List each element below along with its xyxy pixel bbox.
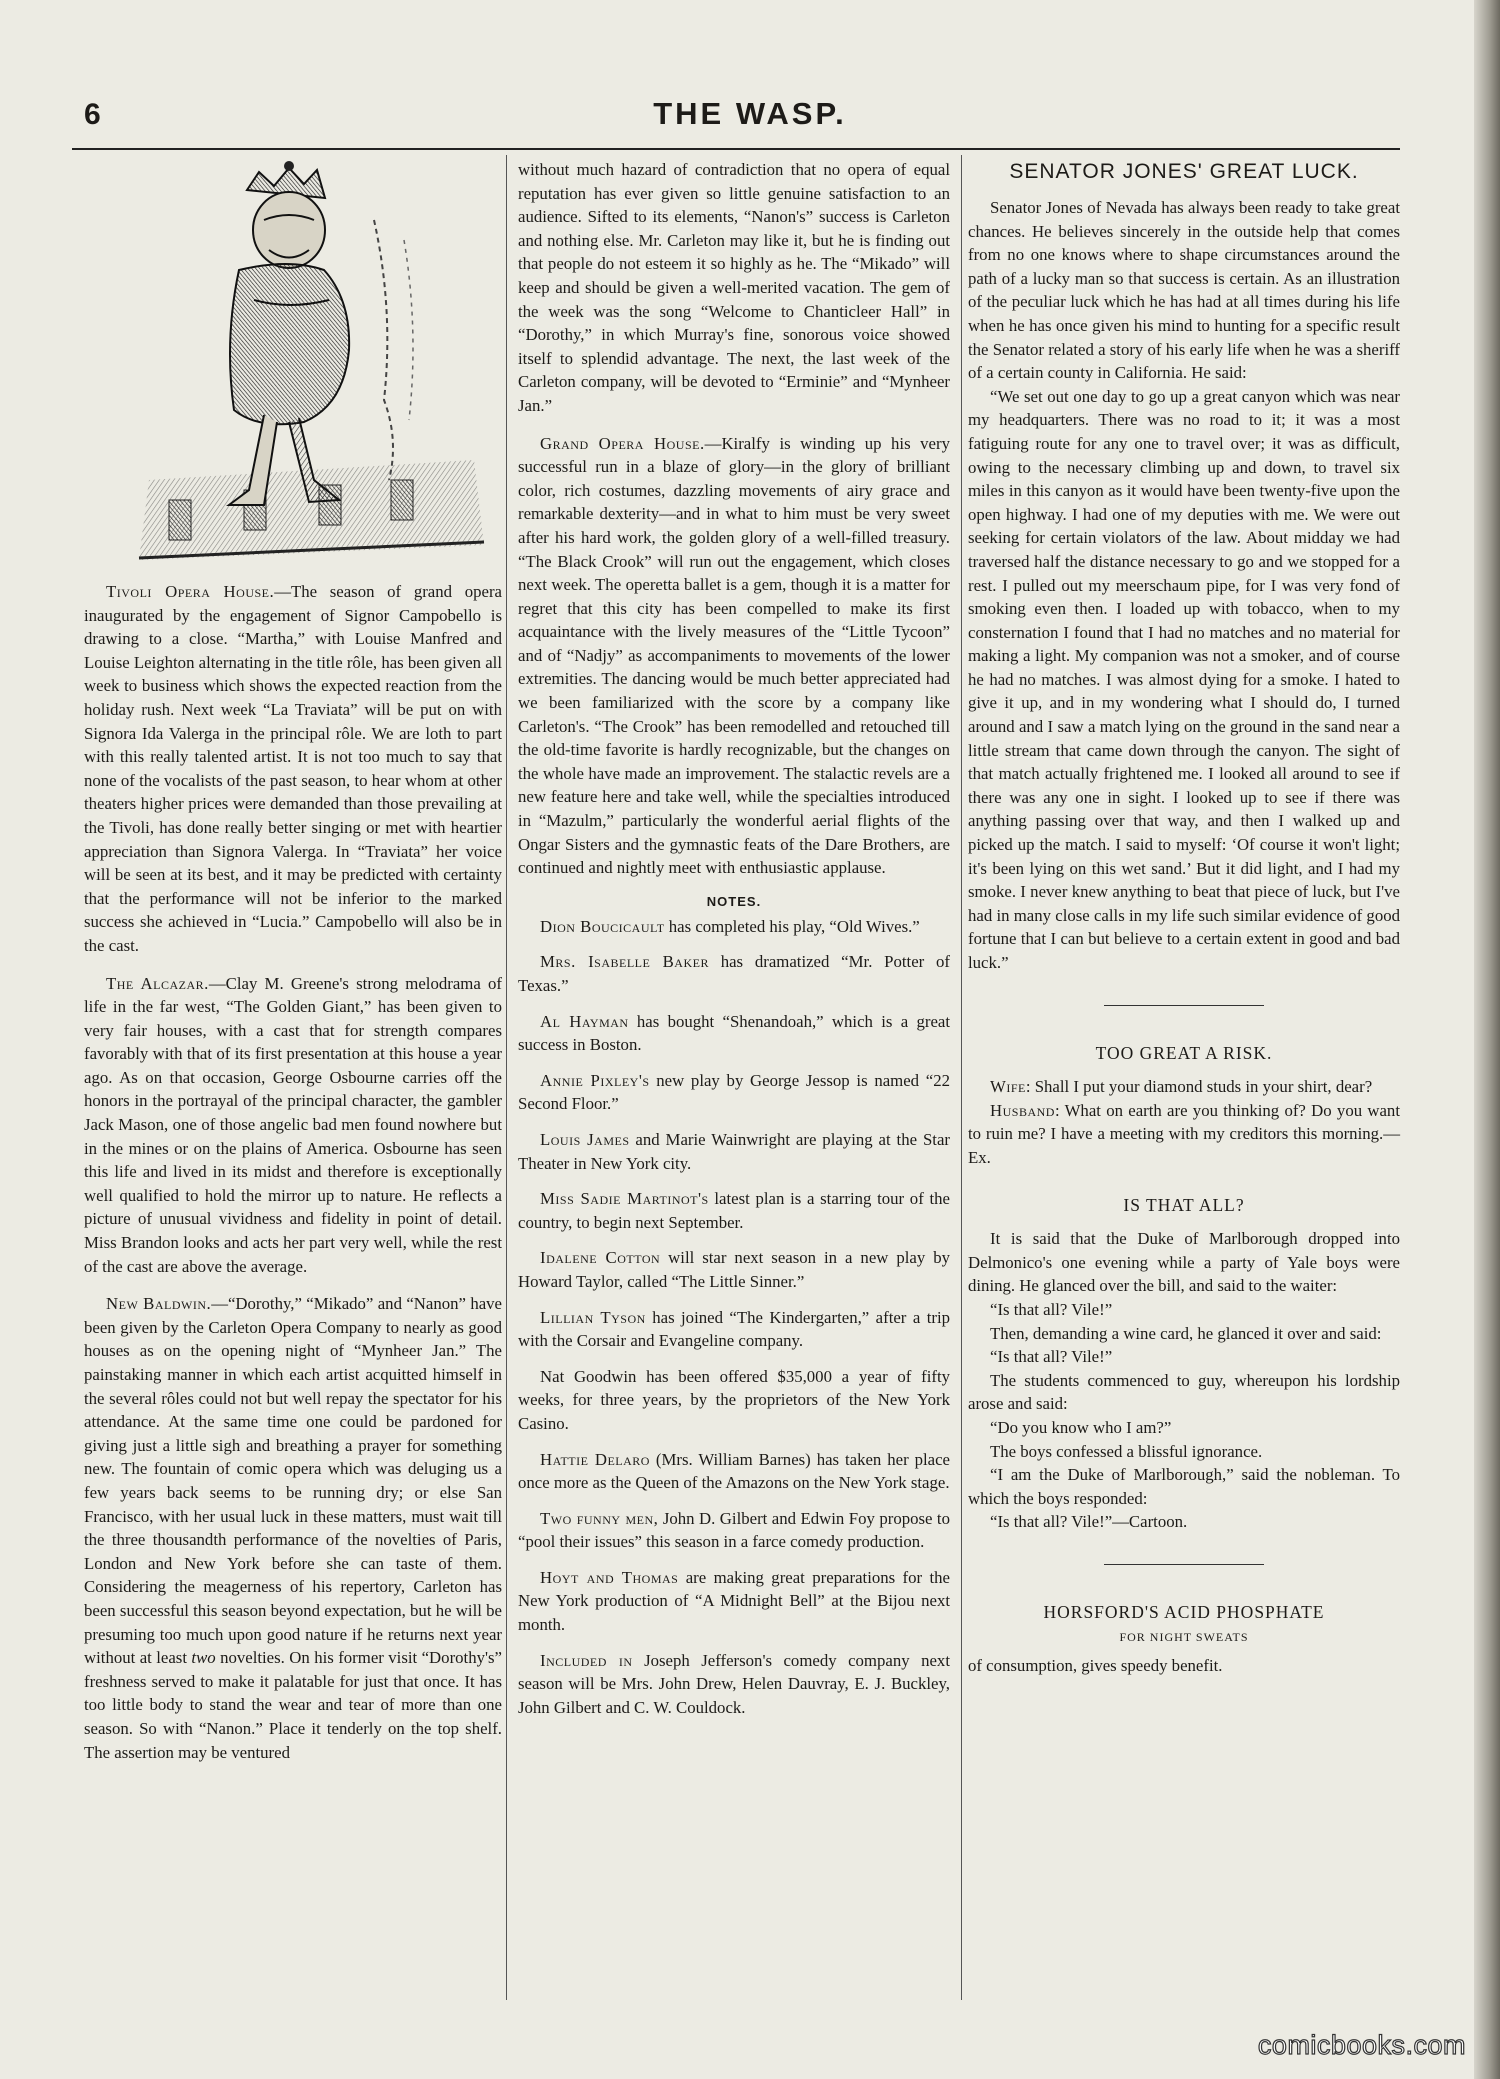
note-lead: Lillian Tyson	[540, 1307, 646, 1327]
story-line: “Do you know who I am?”	[990, 1417, 1172, 1437]
story-line: “I am the Duke of Marlborough,” said the nobleman. To which the boys responded:	[968, 1465, 1400, 1508]
column-1	[84, 158, 502, 1764]
risk-heading: TOO GREAT A RISK.	[1095, 1042, 1273, 1063]
column-3	[968, 158, 1400, 1678]
story-line: It is said that the Duke of Marlborough dropped into Delmonico's one evening while a party of Yale boys were dining. He glanced over the bill, and said to the waiter:	[968, 1229, 1400, 1296]
note-text: John D. Gilbert and Edwin Foy propose to “pool their issues” this season in a farce comedy production.	[518, 1508, 950, 1552]
ad-subheading: FOR NIGHT SWEATS	[1119, 1630, 1249, 1645]
husband-label: Husband	[990, 1100, 1055, 1120]
note-lead: Two funny men,	[540, 1508, 659, 1528]
baldwin-text-b: novelties. On his former visit “Dorothy's” freshness served to make it palatable for just that once. It has too little body to stand the wear and tear of more than one season. So with “Nanon.” Place it tenderly on the top shelf. The assertion may be ventured	[84, 1648, 502, 1762]
is-that-all-story	[968, 1227, 1400, 1534]
senator-para-2: “We set out one day to go up a great canyon which was near my headquarters. There was no road to it; it was a most fatiguing route for any one to travel over; it was as difficult, owing to the necessary climbing up and down, to travel six miles in this canyon as it would have been twenty-five upon the open highway. I had one of my deputies with me. We were out seeking for certain violators of the law. About midday we had traversed half the distance necessary to go and we stopped for a rest. I pulled out my meerschaum pipe, for I was very fond of smoking even then. I loaded up with tobacco, when to my consternation I found that I had no matches and no material for making a light. My companion was not a smoker, and of course he had no matches. I was almost dying for a smoke. I hated to give it up, and in my wondering what I should do, I turned around and I saw a match lying on the ground in the sand near a little stream that came down through the canyon. The sight of that match actually frightened me. I looked all around to see if there was any one in sight. I looked up to see if there was anything passing over that way, and then I walked up and picked up the match. I said to myself: ‘Of course it won't light; it's been lying on this wet sand.’ But it did light, and I had my smoke. I never knew anything to beat that piece of luck, but I've had in many close calls in my life such similar evidence of good fortune that I can but believe to a certain extent in good and bad luck.”	[968, 386, 1400, 972]
section-separator-2	[1104, 1564, 1264, 1565]
wife-label: Wife	[990, 1077, 1026, 1097]
baldwin-lead: New Baldwin.	[106, 1294, 212, 1314]
note-lead: Louis James	[540, 1129, 630, 1149]
story-line: Then, demanding a wine card, he glanced it over and said:	[990, 1323, 1382, 1343]
note-lead: Hoyt and Thomas	[540, 1567, 679, 1587]
wife-text: : Shall I put your diamond studs in your shirt, dear?	[1025, 1077, 1373, 1097]
note-text: has dramatized “Mr. Potter of Texas.”	[518, 952, 950, 995]
note-item	[518, 1448, 950, 1495]
story-line: “Is that all? Vile!”—Cartoon.	[990, 1512, 1188, 1532]
all-heading: IS THAT ALL?	[1123, 1194, 1245, 1215]
note-text: (Mrs. William Barnes) has taken her place once more as the Queen of the Amazons on the New York stage.	[518, 1449, 950, 1493]
note-lead: Dion Boucicault	[540, 916, 665, 936]
story-line: “Is that all? Vile!”	[990, 1347, 1113, 1367]
ad-text: of consumption, gives speedy benefit.	[968, 1656, 1223, 1676]
note-lead: Idalene Cotton	[540, 1248, 661, 1268]
header-rule	[72, 148, 1400, 150]
story-line: “Is that all? Vile!”	[990, 1299, 1113, 1319]
column-2	[518, 158, 950, 1719]
note-text: has joined “The Kindergarten,” after a trip with the Corsair and Evangeline company.	[518, 1307, 950, 1351]
note-item	[518, 1246, 950, 1293]
column-divider-2	[961, 155, 962, 2000]
alcazar-lead: The Alcazar.	[106, 973, 209, 993]
alcazar-text: —Clay M. Greene's strong melodrama of life in the far west, “The Golden Giant,” has been given to very fair houses, with a cast that for strength compares favorably with that of its first presentation at this house a year ago. As on that occasion, George Osbourne carries off the honors in the portrayal of the principal character, the gambler Jack Mason, one of those angelic bad men found nowhere but in the mines or on the plains of America. Osbourne has seen this life and lived in its midst and therefore is exceptionally well qualified to hold the mirror up to nature. He reflects a picture of unusual vividness and fidelity in point of detail. Miss Brandon looks and acts her part very well, while the rest of the cast are above the average.	[84, 973, 502, 1276]
grand-text: —Kiralfy is winding up his very successful run in a blaze of glory—in the glory of brilliant color, rich costumes, dazzling movements of airy grace and remarkable dexterity—and in what to him must be very sweet after his hard work, the golden glory of a well-filled treasury. “The Black Crook” will run out the engagement, which closes next week. The operetta ballet is a gem, though it is a matter for regret that this city has been compelled to make its first acquaintance with the lively measures of the “Little Tycoon” and of “Nadjy” as accompaniments to movements of the lower extremities. The dancing would be much better appreciated had we been familiarized with the score by a company like Carleton's. “The Crook” has been remodelled and retouched till the old-time favorite is hardly recognizable, but the changes on the whole have made an improvement. The stalactic revels are a new feature here and take well, while the specialties introduced in “Mazulm,” particularly the wonderful aerial flights of the Ongar Sisters and the gymnastic feats of the Dare Brothers, are continued and nightly meet with enthusiastic applause.	[518, 433, 950, 878]
baldwin-continued: without much hazard of contradiction that no opera of equal reputation has ever given so little genuine satisfaction to an audience. Sifted to its elements, “Nanon's” success is Carleton and nothing else. Mr. Carleton may like it, but he is finding out that people do not esteem it so highly as he. The “Mikado” will keep and should be given a well-merited vacation. The gem of the week was the song “Welcome to Chanticleer Hall” in “Dorothy,” in which Murray's fine, sonorous voice showed itself to splendid advantage. The next, the last week of the Carleton company, will be devoted to “Erminie” and “Mynheer Jan.”	[518, 160, 950, 415]
watermark: comicbooks.com	[1257, 2030, 1466, 2060]
note-item	[518, 1365, 950, 1436]
page-binding-edge	[1474, 0, 1500, 2079]
tivoli-review	[84, 580, 502, 958]
note-text: has bought “Shenandoah,” which is a great success in Boston.	[518, 1011, 951, 1055]
note-lead: Al Hayman	[540, 1011, 629, 1031]
page-number: 6	[84, 98, 101, 131]
note-item	[518, 950, 950, 997]
story-line: The students commenced to guy, whereupon his lordship arose and said:	[968, 1370, 1400, 1414]
masthead-title: THE WASP.	[653, 96, 847, 131]
story-line: The boys confessed a blissful ignorance.	[990, 1441, 1263, 1461]
note-text: has completed his play, “Old Wives.”	[664, 916, 920, 936]
note-item	[518, 1306, 950, 1353]
note-text: new play by George Jessop is named “22 Second Floor.”	[518, 1070, 951, 1114]
note-text: and Marie Wainwright are playing at the Star Theater in New York city.	[518, 1129, 950, 1173]
note-item	[518, 915, 950, 939]
notes-heading: NOTES.	[706, 893, 762, 909]
note-lead: Miss Sadie Martinot's	[540, 1189, 709, 1209]
risk-husband-line	[968, 1099, 1400, 1170]
note-lead: Mrs. Isabelle Baker	[540, 952, 709, 972]
note-text: Joseph Jefferson's comedy company next season will be Mrs. John Drew, Helen Dauvray, E. J. Buckley, John Gilbert and C. W. Couldock.	[518, 1650, 950, 1717]
grand-lead: Grand Opera House.	[540, 433, 705, 453]
note-item	[518, 1069, 950, 1116]
note-lead: Included in	[540, 1650, 633, 1670]
note-item	[518, 1566, 950, 1637]
note-text: will star next season in a new play by Howard Taylor, called “The Little Sinner.”	[518, 1248, 951, 1291]
tivoli-lead: Tivoli Opera House.	[106, 582, 275, 601]
senator-heading: SENATOR JONES' GREAT LUCK.	[1009, 160, 1359, 183]
note-item	[518, 1128, 950, 1175]
note-lead: Annie Pixley's	[540, 1070, 650, 1090]
grand-opera-review	[518, 432, 950, 880]
note-item	[518, 1010, 950, 1057]
caricature-illustration	[129, 160, 489, 570]
column-divider-1	[506, 155, 507, 2000]
note-item	[518, 1649, 950, 1720]
note-lead: Hattie Delaro	[540, 1449, 650, 1469]
tivoli-text: —The season of grand opera inaugurated by the engagement of Signor Campobello is drawing to a close. “Martha,” with Louise Manfred and Louise Leighton alternating in the title rôle, has been given all week to business which shows the expected reaction from the holiday rush. Next week “La Traviata” will be put on with Signora Ida Valerga in the principal rôle. We are loth to part with this really talented artist. It is not too much to say that none of the vocalists of the past season, to hear whom at other theaters higher prices were demanded than those prevailing at the Tivoli, has done really better singing or met with heartier appreciation than Signora Valerga. In “Traviata” her voice will be seen at its best, and it may be predicted with certainty that the performance will not be inferior to the marked success she achieved in “Lucia.” Campobello will also be in the cast.	[84, 582, 503, 955]
husband-text: : What on earth are you thinking of? Do you want to ruin me? I have a meeting with my creditors this morning.—Ex.	[968, 1100, 1400, 1167]
section-separator	[1104, 1005, 1264, 1006]
note-text: Nat Goodwin has been offered $35,000 a year of fifty weeks, for three years, by the proprietors of the New York Casino.	[518, 1366, 950, 1433]
note-item	[518, 1507, 950, 1554]
senator-para-1: Senator Jones of Nevada has always been ready to take great chances. He believes sincerely in the outside help that comes from no one knows where to shape circumstances around the path of a lucky man so that success is certain. As an illustration of the peculiar luck which he has had at all times during his life when he has once given his mind to hunting for a specific result the Senator related a story of his early life when he was a sheriff of a certain county in California. He said:	[968, 198, 1400, 383]
note-text: are making great preparations for the New York production of “A Midnight Bell” at the Bijou next month.	[518, 1567, 950, 1635]
baldwin-review	[84, 1292, 502, 1764]
note-text: latest plan is a starring tour of the country, to begin next September.	[518, 1189, 950, 1232]
alcazar-review	[84, 972, 502, 1279]
notes-list	[518, 915, 950, 1720]
risk-wife-line	[968, 1075, 1400, 1099]
ad-heading: HORSFORD'S ACID PHOSPHATE	[1043, 1601, 1325, 1622]
baldwin-italic-word: two	[191, 1648, 216, 1668]
baldwin-text-a: —“Dorothy,” “Mikado” and “Nanon” have been given by the Carleton Opera Company to nearly as good houses as on the opening night of “Mynheer Jan.” The painstaking manner in which each artist acquitted himself in the several rôles could not but well repay the spectator for his attendance. At the same time one could be pardoned for giving just a little sigh and breathing a prayer for something new. The fountain of comic opera which was deluging us a few years back seems to be running dry; or else San Francisco, with her usual luck in these matters, must wait till the three thousandth performance of the novelties of Paris, London and New York before she can taste of them. Considering the meagerness of his repertory, Carleton has been successful this season beyond expectation, but he will be presuming too much upon good nature if he returns next year without at least	[84, 1294, 503, 1668]
note-item	[518, 1187, 950, 1234]
